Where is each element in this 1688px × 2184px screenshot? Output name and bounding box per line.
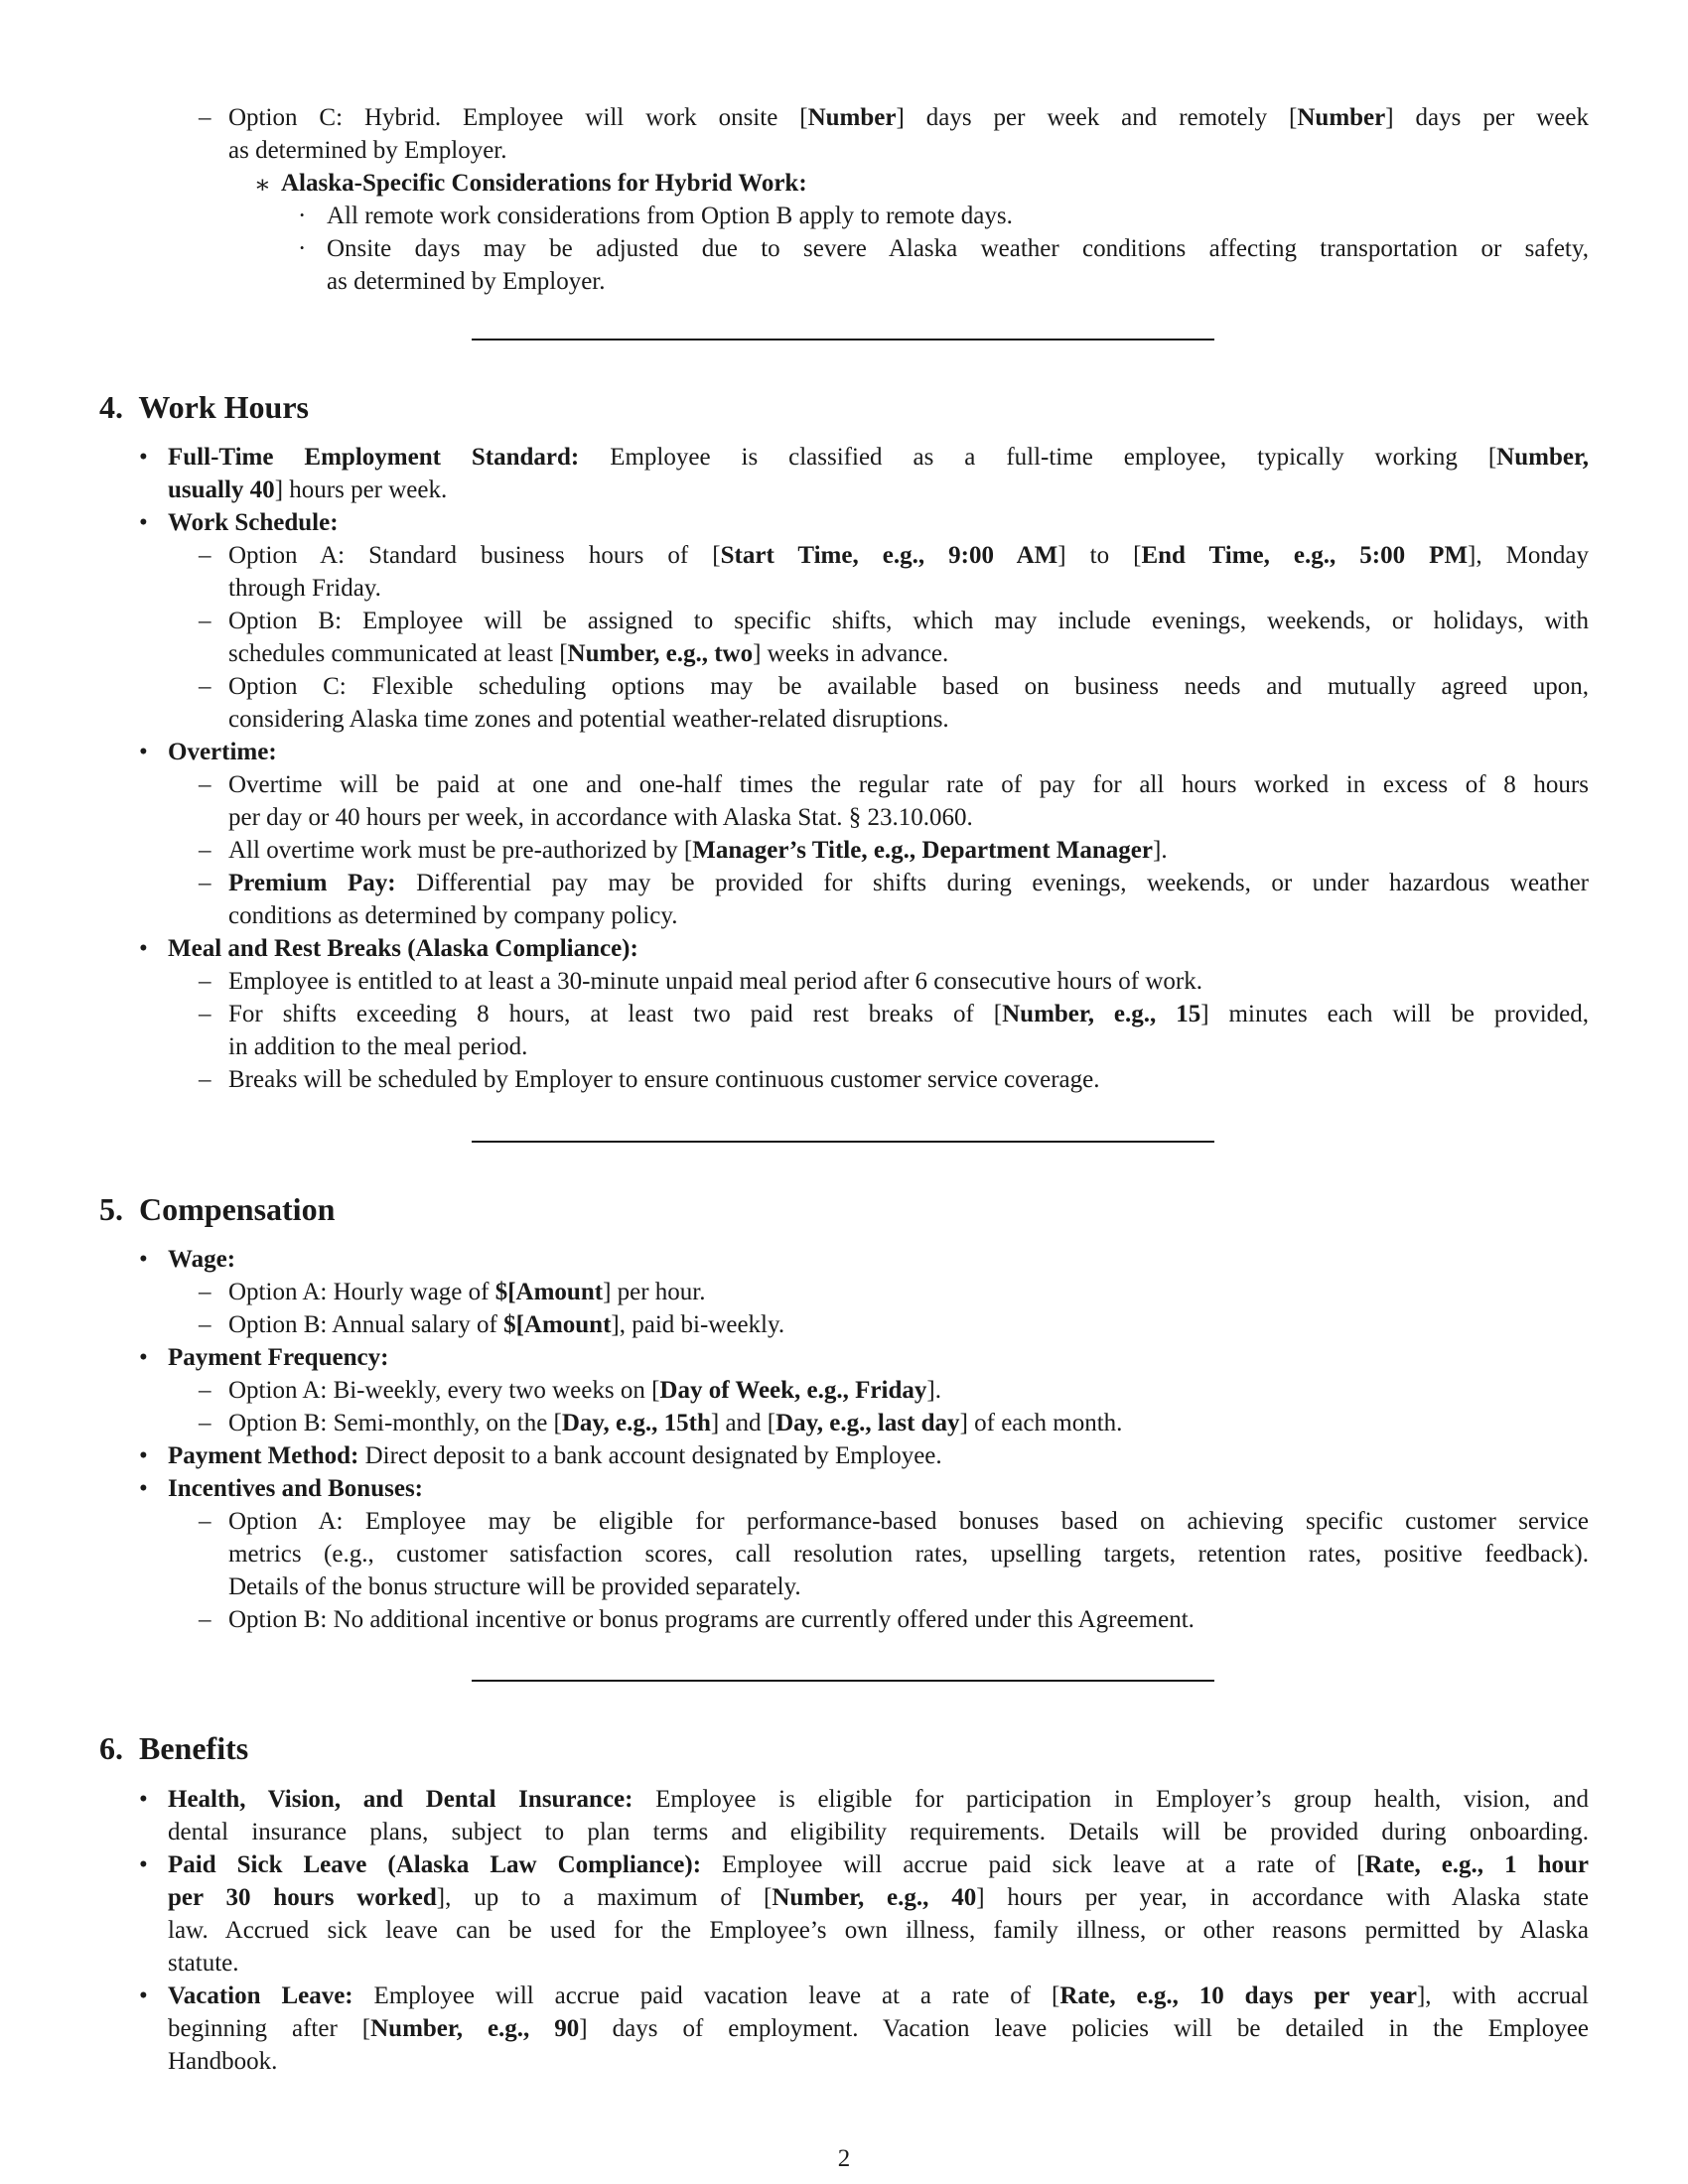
option-c-hybrid-line1: Option C: Hybrid. Employee will work onsite [Number] days per week and remotely [Number] days per week xyxy=(228,104,1589,131)
dash-marker: – xyxy=(199,1001,211,1027)
section-divider xyxy=(472,1141,1214,1143)
schedule-option-c-line1: Option C: Flexible scheduling options may be available based on business needs and mutually agreed upon, xyxy=(228,673,1589,700)
breaks-item1: Employee is entitled to at least a 30-minute unpaid meal period after 6 consecutive hours of work. xyxy=(228,968,1202,995)
dash-marker: – xyxy=(199,1410,211,1436)
dash-marker: – xyxy=(199,673,211,700)
wage-option-b: Option B: Annual salary of $[Amount], paid bi-weekly. xyxy=(228,1311,785,1338)
payment-method: Payment Method: Direct deposit to a bank account designated by Employee. xyxy=(168,1442,942,1469)
bullet-marker: • xyxy=(139,1442,148,1469)
bullet-marker: • xyxy=(139,1246,148,1273)
sick-leave-line3: law. Accrued sick leave can be used for the Employee’s own illness, family illness, or other reasons permitted by Alaska xyxy=(168,1917,1589,1944)
dash-marker: – xyxy=(199,1279,211,1305)
bullet-marker: • xyxy=(139,1851,148,1878)
incentives-label: Incentives and Bonuses: xyxy=(168,1475,423,1502)
sick-leave-line1: Paid Sick Leave (Alaska Law Compliance): Employee will accrue paid sick leave at a rate of [Rate, e.g., 1 hour xyxy=(168,1851,1589,1878)
dash-marker: – xyxy=(199,1508,211,1535)
payment-frequency-label: Payment Frequency: xyxy=(168,1344,389,1371)
alaska-hybrid-item2-line2: as determined by Employer. xyxy=(327,268,606,295)
schedule-option-b-line2: schedules communicated at least [Number, e.g., two] weeks in advance. xyxy=(228,640,949,667)
dash-marker: – xyxy=(199,968,211,995)
bullet-marker: • xyxy=(139,935,148,962)
full-time-standard-line2: usually 40] hours per week. xyxy=(168,477,448,503)
wage-label: Wage: xyxy=(168,1246,236,1273)
asterisk-marker: ∗ xyxy=(254,172,271,199)
bullet-marker: • xyxy=(139,1344,148,1371)
dot-marker: · xyxy=(298,203,307,229)
overtime-item1-line1: Overtime will be paid at one and one-half times the regular rate of pay for all hours worked in excess of 8 hours xyxy=(228,771,1589,798)
section-6-heading: 6. Benefits xyxy=(99,1730,249,1766)
section-divider xyxy=(472,339,1214,341)
dash-marker: – xyxy=(199,1606,211,1633)
section-5-heading: 5. Compensation xyxy=(99,1191,336,1227)
insurance-line1: Health, Vision, and Dental Insurance: Employee is eligible for participation in Employer’s group health, vision, and xyxy=(168,1786,1589,1813)
sick-leave-line4: statute. xyxy=(168,1950,239,1977)
premium-pay-line2: conditions as determined by company policy. xyxy=(228,902,678,929)
overtime-item1-line2: per day or 40 hours per week, in accordance with Alaska Stat. § 23.10.060. xyxy=(228,804,973,831)
bullet-marker: • xyxy=(139,739,148,765)
dash-marker: – xyxy=(199,1066,211,1093)
alaska-hybrid-heading: Alaska-Specific Considerations for Hybrid Work: xyxy=(281,170,807,197)
dash-marker: – xyxy=(199,1311,211,1338)
full-time-standard-line1: Full-Time Employment Standard: Employee is classified as a full-time employee, typically working [Number, xyxy=(168,444,1589,471)
overtime-label: Overtime: xyxy=(168,739,277,765)
section-4-heading: 4. Work Hours xyxy=(99,389,309,425)
incentives-option-a-line1: Option A: Employee may be eligible for performance-based bonuses based on achieving specific customer service xyxy=(228,1508,1589,1535)
bullet-marker: • xyxy=(139,1475,148,1502)
bullet-marker: • xyxy=(139,444,148,471)
breaks-item2-line2: in addition to the meal period. xyxy=(228,1033,528,1060)
dash-marker: – xyxy=(199,771,211,798)
vacation-line2: beginning after [Number, e.g., 90] days of employment. Vacation leave policies will be detailed in the Employee xyxy=(168,2015,1589,2042)
work-schedule-label: Work Schedule: xyxy=(168,509,339,536)
dash-marker: – xyxy=(199,1377,211,1404)
page-number: 2 xyxy=(837,2145,851,2172)
alaska-hybrid-item1: All remote work considerations from Option B apply to remote days. xyxy=(327,203,1013,229)
dash-marker: – xyxy=(199,608,211,634)
schedule-option-c-line2: considering Alaska time zones and potential weather-related disruptions. xyxy=(228,706,949,733)
sick-leave-line2: per 30 hours worked], up to a maximum of [Number, e.g., 40] hours per year, in accordance with Alaska state xyxy=(168,1884,1589,1911)
breaks-item2-line1: For shifts exceeding 8 hours, at least two paid rest breaks of [Number, e.g., 15] minutes each will be provided, xyxy=(228,1001,1589,1027)
incentives-option-a-line3: Details of the bonus structure will be provided separately. xyxy=(228,1573,801,1600)
frequency-option-a: Option A: Bi-weekly, every two weeks on [Day of Week, e.g., Friday]. xyxy=(228,1377,941,1404)
section-divider xyxy=(472,1680,1214,1682)
bullet-marker: • xyxy=(139,1786,148,1813)
incentives-option-a-line2: metrics (e.g., customer satisfaction scores, call resolution rates, upselling targets, retention rates, positive feedback). xyxy=(228,1541,1589,1568)
frequency-option-b: Option B: Semi-monthly, on the [Day, e.g., 15th] and [Day, e.g., last day] of each month. xyxy=(228,1410,1123,1436)
dash-marker: – xyxy=(199,542,211,569)
dot-marker: · xyxy=(298,235,307,262)
bullet-marker: • xyxy=(139,509,148,536)
vacation-line1: Vacation Leave: Employee will accrue paid vacation leave at a rate of [Rate, e.g., 10 days per year], with accrual xyxy=(168,1982,1589,2009)
schedule-option-a-line2: through Friday. xyxy=(228,575,381,602)
alaska-hybrid-item2-line1: Onsite days may be adjusted due to severe Alaska weather conditions affecting transportation or safety, xyxy=(327,235,1589,262)
overtime-item2: All overtime work must be pre-authorized by [Manager’s Title, e.g., Department Manager]. xyxy=(228,837,1168,864)
dash-marker: – xyxy=(199,837,211,864)
breaks-label: Meal and Rest Breaks (Alaska Compliance): xyxy=(168,935,638,962)
schedule-option-a-line1: Option A: Standard business hours of [Start Time, e.g., 9:00 AM] to [End Time, e.g., 5:00 PM], Monday xyxy=(228,542,1589,569)
dash-marker: – xyxy=(199,870,211,896)
premium-pay-line1: Premium Pay: Differential pay may be provided for shifts during evenings, weekends, or under hazardous weather xyxy=(228,870,1589,896)
wage-option-a: Option A: Hourly wage of $[Amount] per hour. xyxy=(228,1279,706,1305)
breaks-item3: Breaks will be scheduled by Employer to ensure continuous customer service coverage. xyxy=(228,1066,1100,1093)
incentives-option-b: Option B: No additional incentive or bonus programs are currently offered under this Agreement. xyxy=(228,1606,1195,1633)
vacation-line3: Handbook. xyxy=(168,2048,278,2075)
dash-marker: – xyxy=(199,104,211,131)
insurance-line2: dental insurance plans, subject to plan terms and eligibility requirements. Details will be provided during onboarding. xyxy=(168,1819,1589,1845)
schedule-option-b-line1: Option B: Employee will be assigned to specific shifts, which may include evenings, weekends, or holidays, with xyxy=(228,608,1589,634)
bullet-marker: • xyxy=(139,1982,148,2009)
option-c-hybrid-line2: as determined by Employer. xyxy=(228,137,507,164)
